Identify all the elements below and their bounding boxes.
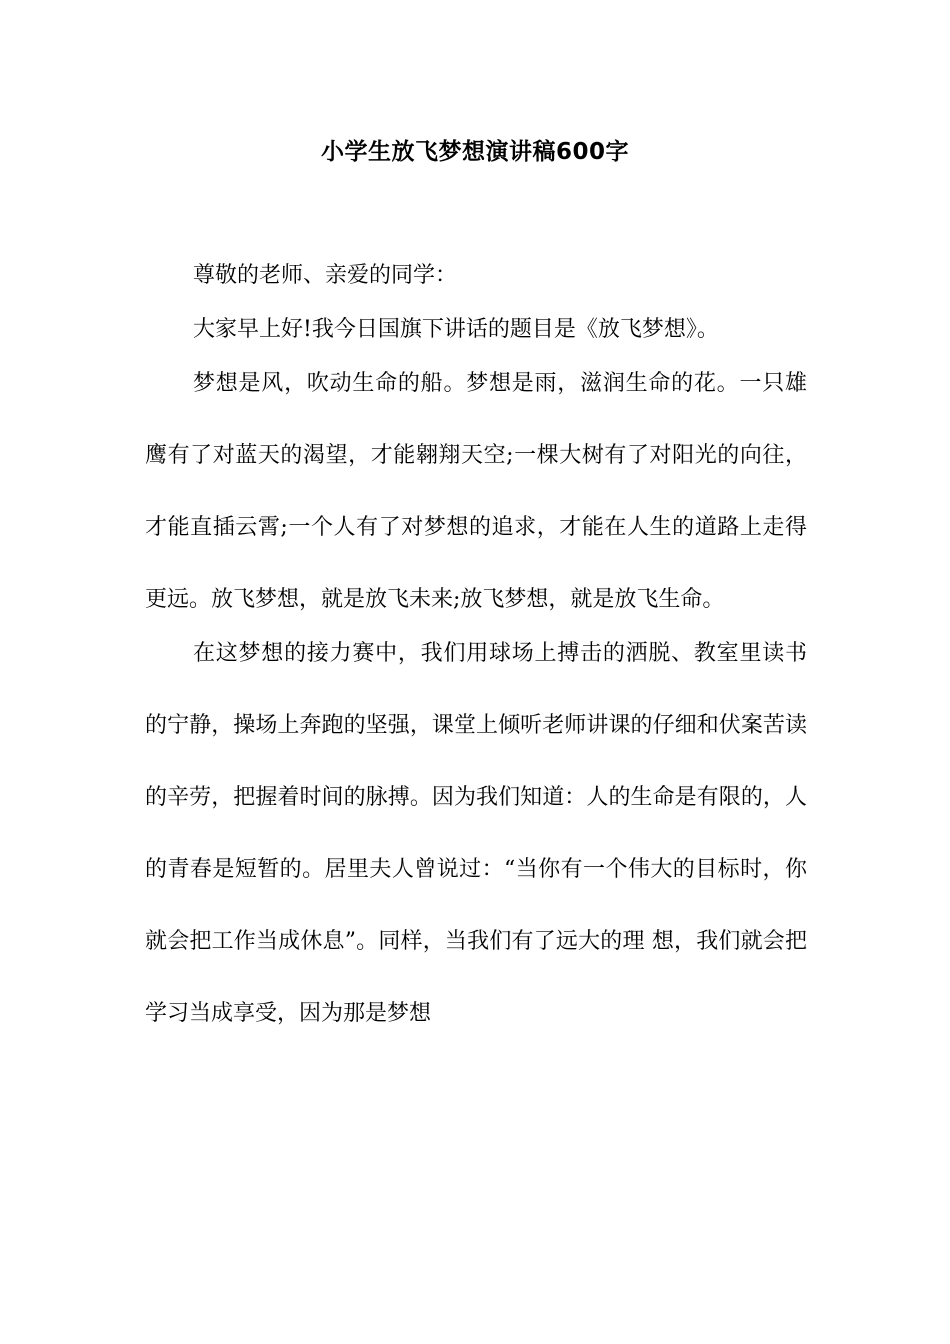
paragraph-greeting: 尊敬的老师、亲爱的同学： bbox=[193, 263, 458, 288]
paragraph-relay: 在这梦想的接力赛中，我们用球场上搏击的洒脱、教室里读书的宁静，操场上奔跑的坚强，课堂上倾听老师讲课的仔细和伏案苦读的辛劳，把握着时间的脉搏。因为我们知道：人的生命是有限的，人的青春是短暂的。居里夫人曾说过：“当你有一个伟大的目标时，你就会把工作当成休息”。同样，当我们有了远大的理 想，我们就会把学习当成享受，因为那是梦想 bbox=[145, 641, 807, 1026]
document-title: 小学生放飞梦想演讲稿600字 bbox=[320, 139, 629, 165]
document-body bbox=[145, 258, 807, 1050]
paragraph-intro: 大家早上好!我今日国旗下讲话的题目是《放飞梦想》。 bbox=[193, 317, 719, 342]
paragraph-dream-metaphor: 梦想是风，吹动生命的船。梦想是雨，滋润生命的花。一只雄鹰有了对蓝天的渴望，才能翱翔天空;一棵大树有了对阳光的向往，才能直插云霄;一个人有了对梦想的追求，才能在人生的道路上走得更远。放飞梦想，就是放飞未来;放飞梦想，就是放飞生命。 bbox=[145, 371, 807, 612]
